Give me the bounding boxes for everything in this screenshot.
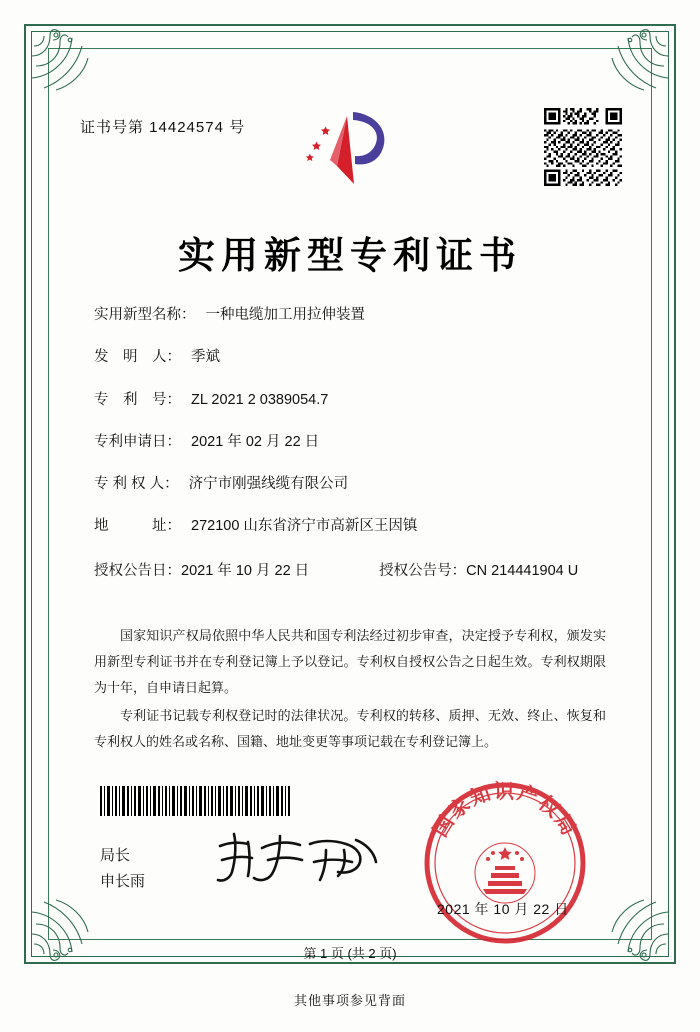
field-label-grant-date: 授权公告日： [94,562,181,579]
field-inventor [94,347,614,367]
field-patentee [94,474,614,494]
field-value: 济宁市刚强线缆有限公司 [188,476,349,493]
svg-text:国家知识产权局: 国家知识产权局 [427,779,583,841]
footnote: 其他事项参见背面 [293,993,406,1008]
signature-name: 申长雨 [100,873,146,891]
field-address [94,516,614,536]
cnipa-logo-icon [297,104,407,192]
field-label: 专 利 号： [94,391,181,408]
field-value: 2021 年 02 月 22 日 [191,433,320,450]
legal-text [94,623,606,757]
field-value: 272100 山东省济宁市高新区王因镇 [191,518,418,535]
field-value: 季斌 [191,349,220,366]
field-value-grant-date: 2021 年 10 月 22 日 [181,562,310,579]
field-label: 地 址： [94,518,181,535]
handwritten-signature-icon [210,828,380,892]
paragraph-1: 国家知识产权局依照中华人民共和国专利法经过初步审查，决定授予专利权，颁发实用新型专利证书并在专利登记簿上予以登记。专利权自授权公告之日起生效。专利权期限为十年，自申请日起算。 [94,628,606,695]
paragraph-2: 专利证书记载专利权登记时的法律状况。专利权的转移、质押、无效、终止、恢复和专利权人的姓名或名称、国籍、地址变更等事项记载在专利登记簿上。 [94,708,606,749]
field-label: 实用新型名称： [94,307,196,323]
field-list [94,305,614,602]
certificate-number: 证书号第 14424574 号 [80,119,246,136]
field-patent-number [94,390,614,410]
field-label: 专利申请日： [94,433,181,450]
qr-code-icon [544,108,622,186]
field-application-date [94,432,614,452]
field-grant-row [94,559,614,580]
seal-date: 2021 年 10 月 22 日 [437,901,569,917]
field-label: 发 明 人： [94,349,181,366]
field-value: ZL 2021 2 0389054.7 [191,391,329,408]
field-utility-model-name [94,305,614,325]
signature-block [100,843,145,896]
official-seal-icon [420,778,590,948]
signature-role: 局长 [100,847,131,864]
field-label: 专 利 权 人： [94,476,179,493]
page-number: 第 1 页 (共 2 页) [303,946,397,961]
field-value-publication-number: CN 214441904 U [466,562,579,579]
field-label-publication-number: 授权公告号： [379,562,467,579]
barcode-icon [100,786,290,816]
field-value: 一种电缆加工用拉伸装置 [205,307,365,323]
page-title: 实用新型专利证书 [178,234,522,277]
